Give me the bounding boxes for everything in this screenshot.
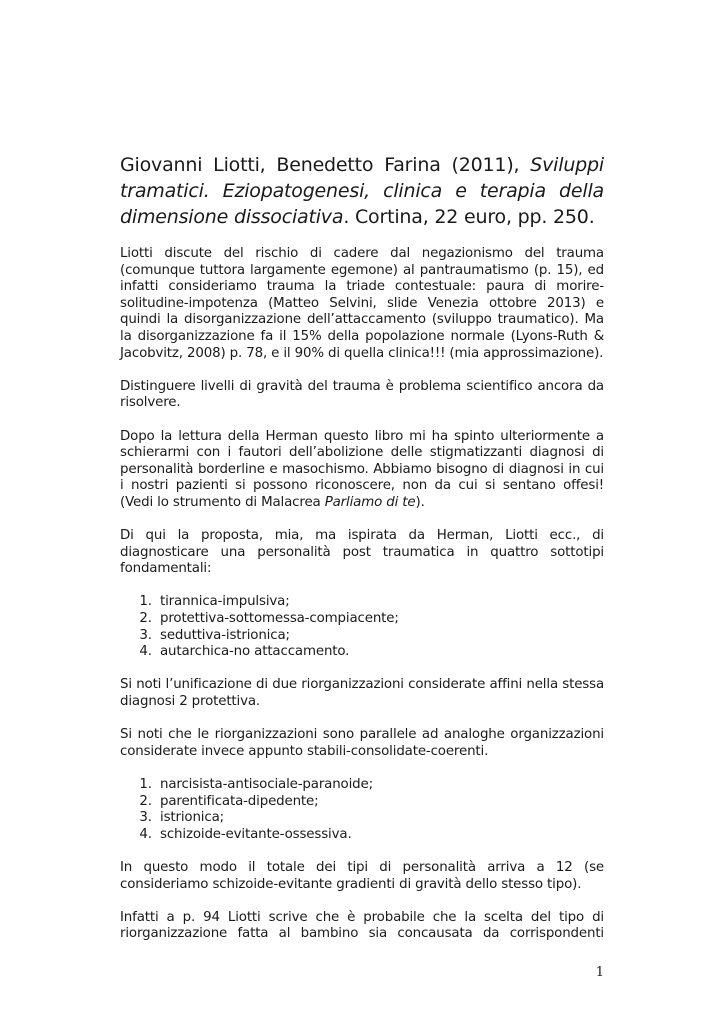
paragraph-1: Liotti discute del rischio di cadere dal negazionismo del trauma (comunque tuttora largamente egemone) al pantraumatismo (p. 15), ed infatti consideriamo trauma la triade contestuale: paura di morire-solitudine-impotenza (Matteo Selvini, slide Venezia ottobre 2013) e quindi la disorganizzazione dell’attaccamento (sviluppo traumatico). Ma la disorganizzazione fa il 15% della popolazione normale (Lyons-Ruth & Jacobvitz, 2008) p. 78, e il 90% di quella clinica!!! (mia approssimazione). <box>120 246 604 361</box>
paragraph-8: Infatti a p. 94 Liotti scrive che è probabile che la scelta del tipo di riorganizzazione fatta al bambino sia concausata da corrispondenti <box>120 909 604 942</box>
title-publisher-info: . Cortina, 22 euro, pp. 250. <box>343 206 595 228</box>
paragraph-7: In questo modo il totale dei tipi di personalità arriva a 12 (se consideriamo schizoide-evitante gradienti di gravità dello stesso tipo). <box>120 859 604 892</box>
title-authors-year: Giovanni Liotti, Benedetto Farina (2011), <box>120 154 531 176</box>
list-item: 3. istrionica; <box>156 810 604 827</box>
list-item: 4. schizoide-evitante-ossessiva. <box>156 827 604 844</box>
list-item: 4. autarchica-no attaccamento. <box>156 644 604 661</box>
parallel-organizations-list <box>120 777 604 843</box>
list-item: 1. narcisista-antisociale-paranoide; <box>156 777 604 794</box>
paragraph-4: Di qui la proposta, mia, ma ispirata da Herman, Liotti ecc., di diagnosticare una personalità post traumatica in quattro sottotipi fondamentali: <box>120 528 604 577</box>
page-number: 1 <box>595 965 604 980</box>
document-title <box>120 152 604 230</box>
list-item: 2. parentificata-dipedente; <box>156 794 604 811</box>
paragraph-3-end: ). <box>415 494 425 510</box>
paragraph-3-italic: Parliamo di te <box>324 494 416 510</box>
paragraph-3-text: Dopo la lettura della Herman questo libro mi ha spinto ulteriormente a schierarmi con i fautori dell’abolizione delle stigmatizzanti diagnosi di personalità borderline e masochismo. Abbiamo bisogno di diagnosi in cui i nostri pazienti si possono riconoscere, non da cui si sentano offesi! (Vedi lo strumento di Malacrea <box>120 428 604 510</box>
paragraph-3 <box>120 429 604 512</box>
document-body <box>120 152 604 960</box>
paragraph-6: Si noti che le riorganizzazioni sono parallele ad analoghe organizzazioni considerate invece appunto stabili-consolidate-coerenti. <box>120 727 604 759</box>
paragraph-2: Distinguere livelli di gravità del trauma è problema scientifico ancora da risolvere. <box>120 378 604 411</box>
title-book-name: Sviluppi tramatici. Eziopatogenesi, clinica e terapia della dimensione dissociativa <box>120 154 604 228</box>
list-item: 3. seduttiva-istrionica; <box>156 628 604 645</box>
list-item: 1. tirannica-impulsiva; <box>156 594 604 611</box>
list-item: 2. protettiva-sottomessa-compiacente; <box>156 611 604 628</box>
paragraph-5: Si noti l’unificazione di due riorganizzazioni considerate affini nella stessa diagnosi 2 protettiva. <box>120 677 604 710</box>
personality-subtypes-list <box>120 594 604 660</box>
